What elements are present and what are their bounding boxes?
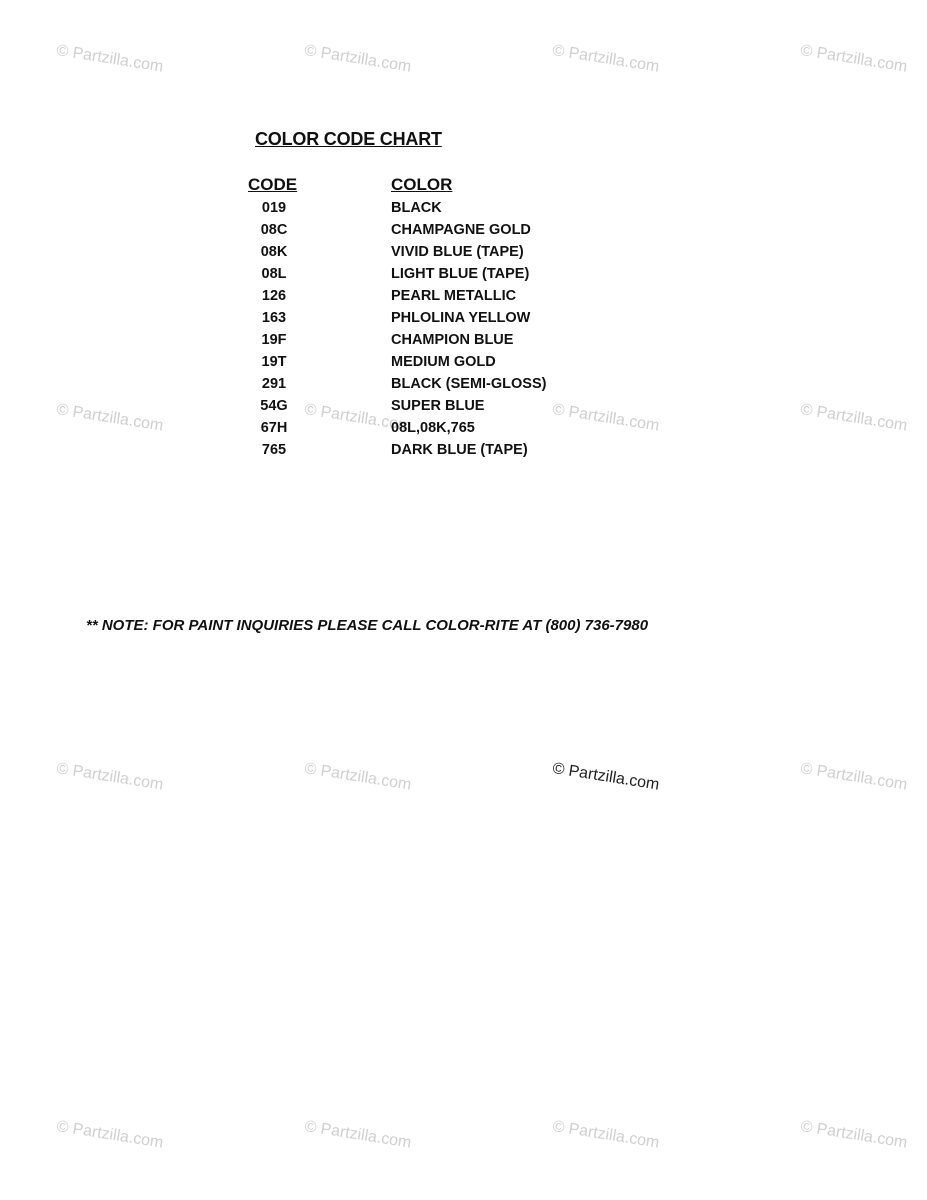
watermark: © Partzilla.com: [799, 760, 909, 794]
color-code: 08C: [260, 222, 288, 238]
color-code: 19T: [261, 354, 287, 370]
paint-inquiry-note: ** NOTE: FOR PAINT INQUIRIES PLEASE CALL COLOR-RITE AT (800) 736-7980: [86, 617, 649, 634]
color-code: 019: [261, 200, 287, 216]
color-code: 67H: [260, 420, 288, 436]
watermark: © Partzilla.com: [55, 401, 165, 435]
color-code: 54G: [260, 398, 288, 414]
color-name: BLACK: [391, 200, 442, 216]
code-column-header: CODE: [248, 175, 298, 194]
watermark: © Partzilla.com: [303, 1118, 413, 1152]
color-code: 291: [261, 376, 287, 392]
page-title: COLOR CODE CHART: [255, 129, 442, 149]
color-name: CHAMPAGNE GOLD: [391, 222, 531, 238]
color-column-header: COLOR: [391, 175, 453, 194]
color-code: 08K: [260, 244, 288, 260]
watermark: © Partzilla.com: [303, 760, 413, 794]
color-name: MEDIUM GOLD: [391, 354, 496, 370]
color-name: SUPER BLUE: [391, 398, 485, 414]
watermark: © Partzilla.com: [55, 42, 165, 76]
color-name: CHAMPION BLUE: [391, 332, 514, 348]
color-code: 765: [261, 442, 287, 458]
watermark: © Partzilla.com: [551, 401, 661, 435]
watermark: © Partzilla.com: [55, 1118, 165, 1152]
watermark: © Partzilla.com: [303, 42, 413, 76]
color-name: PEARL METALLIC: [391, 288, 517, 304]
color-name: BLACK (SEMI-GLOSS): [391, 376, 547, 392]
watermark: © Partzilla.com: [799, 401, 909, 435]
watermark: © Partzilla.com: [551, 1118, 661, 1152]
color-code: 19F: [261, 332, 287, 348]
color-code: 08L: [261, 266, 287, 282]
watermark: © Partzilla.com: [55, 760, 165, 794]
color-code: 163: [261, 310, 287, 326]
color-name: VIVID BLUE (TAPE): [391, 244, 524, 260]
watermark: © Partzilla.com: [799, 1118, 909, 1152]
color-name: PHLOLINA YELLOW: [391, 310, 531, 326]
watermark: © Partzilla.com: [799, 42, 909, 76]
color-name: 08L,08K,765: [391, 420, 475, 436]
watermark-dark: © Partzilla.com: [551, 760, 661, 794]
color-name: LIGHT BLUE (TAPE): [391, 266, 530, 282]
watermark: © Partzilla.com: [551, 42, 661, 76]
color-code: 126: [261, 288, 287, 304]
watermark: © Partzilla.com: [303, 401, 413, 435]
color-name: DARK BLUE (TAPE): [391, 442, 528, 458]
